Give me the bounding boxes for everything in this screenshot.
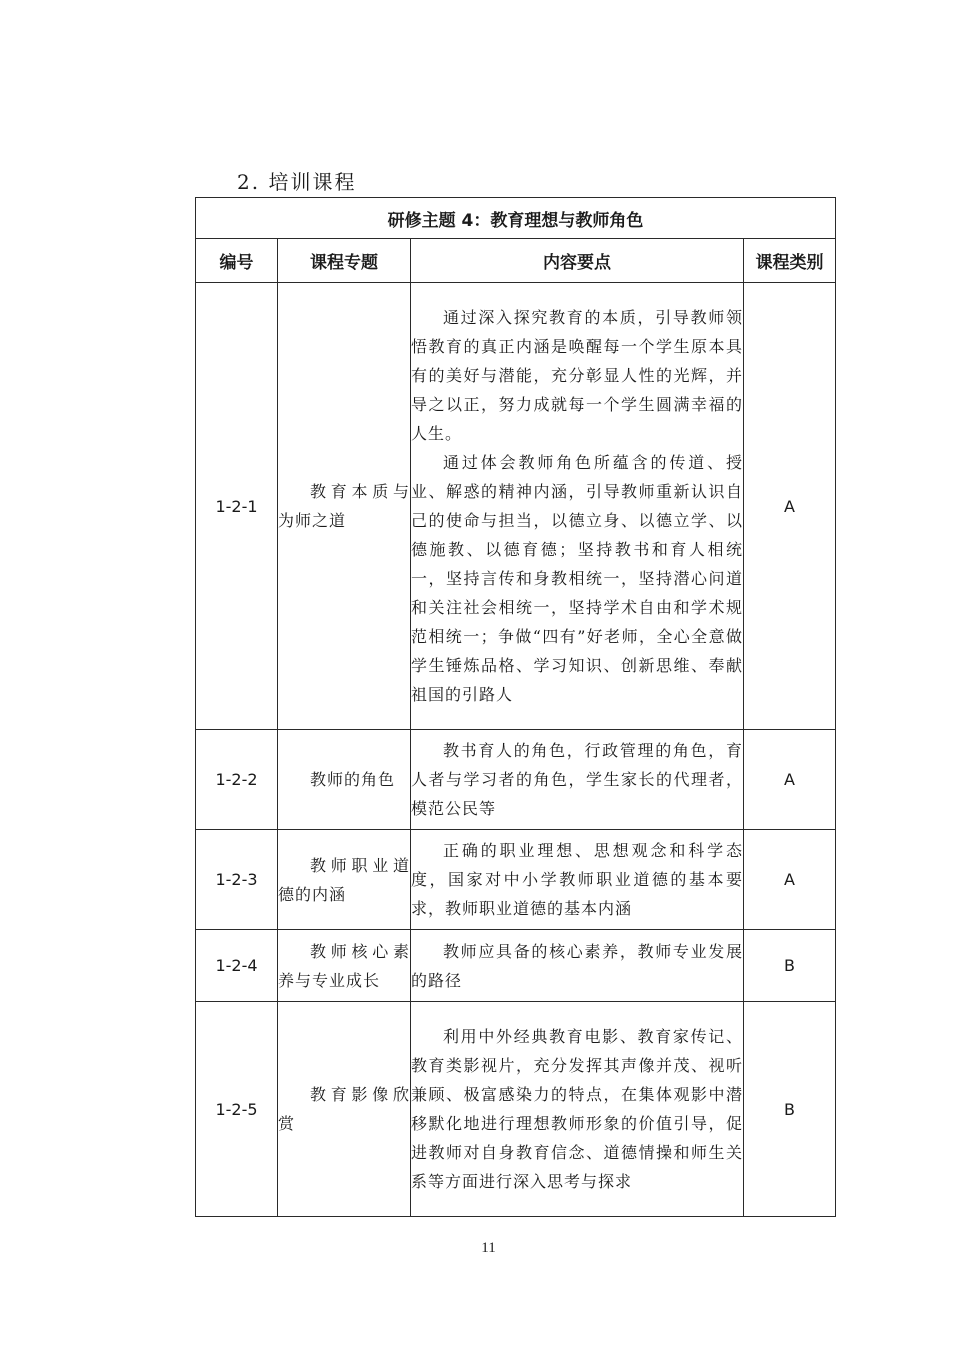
content-paragraph: 教书育人的角色，行政管理的角色，育人者与学习者的角色，学生家长的代理者，模范公民等 bbox=[411, 741, 743, 818]
content-paragraph: 利用中外经典教育电影、教育家传记、教育类影视片，充分发挥其声像并茂、视听兼顾、极富感染力的特点，在集体观影中潜移默化地进行理想教师形象的价值引导，促进教师对自身教育信念、道德情操和师生关系等方面进行深入思考与探求 bbox=[411, 1027, 743, 1191]
table-row bbox=[196, 830, 836, 930]
course-category: A bbox=[744, 730, 836, 830]
theme-title: 研修主题 4：教育理想与教师角色 bbox=[196, 198, 836, 239]
course-code: 1-2-4 bbox=[196, 930, 278, 1002]
course-code: 1-2-3 bbox=[196, 830, 278, 930]
course-topic bbox=[278, 930, 411, 1002]
table-row bbox=[196, 283, 836, 730]
course-content bbox=[411, 930, 744, 1002]
course-category: B bbox=[744, 1002, 836, 1217]
course-content bbox=[411, 283, 744, 730]
page-number: 11 bbox=[481, 1240, 496, 1256]
course-topic-text: 教师职业道德的内涵 bbox=[278, 855, 410, 904]
course-table bbox=[195, 197, 836, 1217]
course-topic-text: 教育影像欣赏 bbox=[278, 1085, 410, 1133]
course-category: A bbox=[744, 830, 836, 930]
section-heading: 2. 培训课程 bbox=[237, 170, 357, 194]
column-header-code: 编号 bbox=[196, 239, 278, 283]
course-content bbox=[411, 1002, 744, 1217]
course-code: 1-2-2 bbox=[196, 730, 278, 830]
table-row bbox=[196, 1002, 836, 1217]
course-topic bbox=[278, 1002, 411, 1217]
column-header-topic: 课程专题 bbox=[278, 239, 411, 283]
course-code: 1-2-5 bbox=[196, 1002, 278, 1217]
content-paragraph: 教师应具备的核心素养，教师专业发展的路径 bbox=[411, 941, 743, 990]
course-topic-text: 教育本质与为师之道 bbox=[278, 482, 410, 530]
course-topic bbox=[278, 830, 411, 930]
column-header-category: 课程类别 bbox=[744, 239, 836, 283]
content-paragraph: 正确的职业理想、思想观念和科学态度，国家对中小学教师职业道德的基本要求，教师职业道德的基本内涵 bbox=[411, 841, 743, 918]
column-header-content: 内容要点 bbox=[411, 239, 744, 283]
course-content bbox=[411, 730, 744, 830]
header-row bbox=[196, 239, 836, 283]
course-code: 1-2-1 bbox=[196, 283, 278, 730]
table-row bbox=[196, 730, 836, 830]
content-paragraph: 通过体会教师角色所蕴含的传道、授业、解惑的精神内涵，引导教师重新认识自己的使命与担当，以德立身、以德立学、以德施教、以德育德；坚持教书和育人相统一，坚持言传和身教相统一，坚持潜心问道和关注社会相统一，坚持学术自由和学术规范相统一；争做“四有”好老师，全心全意做学生锤炼品格、学习知识、创新思维、奉献祖国的引路人 bbox=[411, 453, 743, 704]
course-category: A bbox=[744, 283, 836, 730]
table-row bbox=[196, 930, 836, 1002]
course-category: B bbox=[744, 930, 836, 1002]
content-paragraph: 通过深入探究教育的本质，引导教师领悟教育的真正内涵是唤醒每一个学生原本具有的美好与潜能，充分彰显人性的光辉，并导之以正，努力成就每一个学生圆满幸福的人生。 bbox=[411, 308, 743, 443]
course-topic bbox=[278, 730, 411, 830]
course-content bbox=[411, 830, 744, 930]
course-topic bbox=[278, 283, 411, 730]
course-topic-text: 教师核心素养与专业成长 bbox=[278, 941, 410, 990]
theme-row bbox=[196, 198, 836, 239]
course-topic-text: 教师的角色 bbox=[310, 770, 396, 789]
